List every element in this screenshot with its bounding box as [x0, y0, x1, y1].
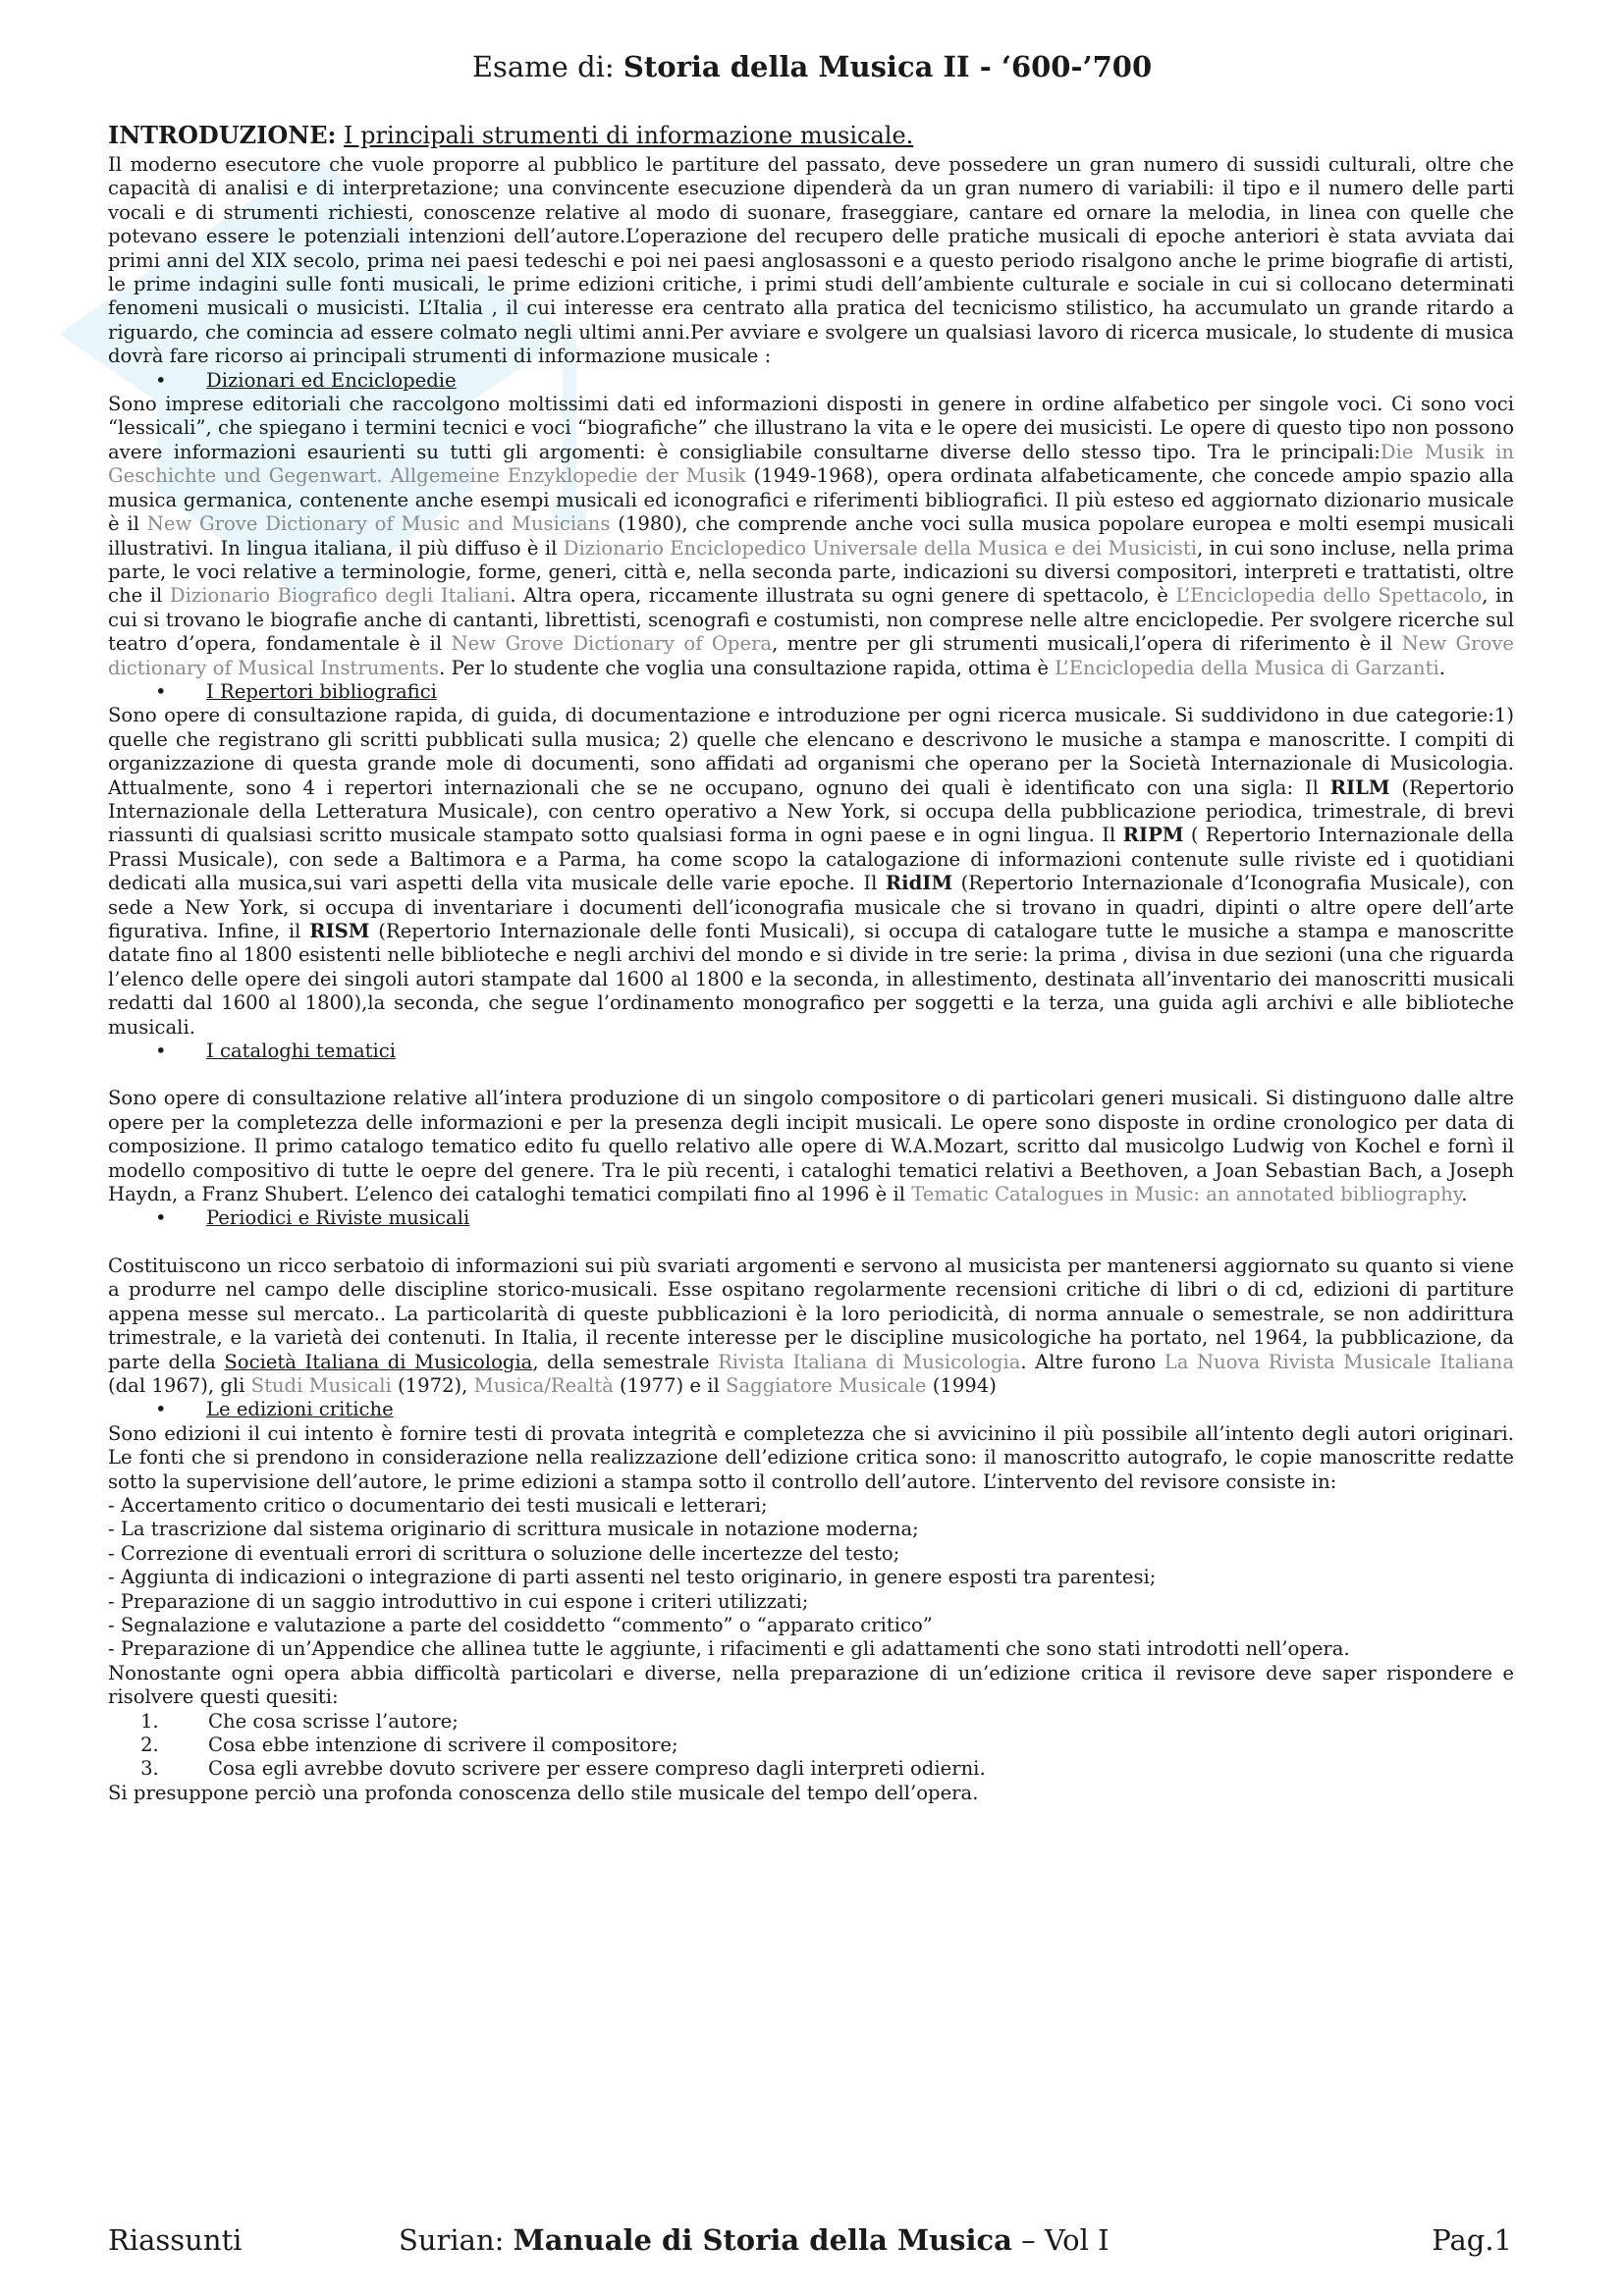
bullet-periodici: • Periodici e Riviste musicali: [155, 1206, 470, 1230]
bullet-dizionari: • Dizionari ed Enciclopedie: [155, 368, 457, 392]
intro-title: I principali strumenti di informazione musicale.: [344, 122, 914, 149]
question-item: 1. Che cosa scrisse l’autore;: [165, 1710, 1514, 1734]
periodici-paragraph: Costituiscono un ricco serbatoio di informazioni sui più svariati argomenti e servono al musicista per mantenersi aggiornato su quanto si viene a produrre nel campo delle discipline storico-musicali. Esse ospitano regolarmente recensioni critiche di libri o di cd, edizioni di partiture appena messe sul mercato.. La particolarità di queste pubblicazioni è la loro periodicità, di norma annuale o semestrale, se non addirittura trimestrale, e la varietà dei contenuti. In Italia, il recente interesse per le discipline musicologiche ha portato, nel 1964, la pubblicazione, da parte della Società Italiana di Musicologia, della semestrale Rivista Italiana di Musicologia. Altre furono La Nuova Rivista Musicale Italiana (dal 1967), gli Studi Musicali (1972), Musica/Realtà (1977) e il Saggiatore Musicale (1994): [108, 1254, 1515, 1397]
ref-title: Die Musik in Geschichte und Gegenwart. Allgemeine Enzyklopedie der Musik: [108, 440, 1514, 488]
dash-item: - Aggiunta di indicazioni o integrazione di parti assenti nel testo originario, in genere esposti tra parentesi;: [108, 1566, 1157, 1589]
question-item: 2. Cosa ebbe intenzione di scrivere il compositore;: [165, 1734, 1514, 1757]
dash-item: - Accertamento critico o documentario dei testi musicali e letterari;: [108, 1493, 768, 1517]
questions-list: [108, 1710, 1514, 1782]
intro-label: INTRODUZIONE:: [108, 121, 337, 149]
dash-item: - Preparazione di un saggio introduttivo in cui espone i criteri utilizzati;: [108, 1589, 809, 1613]
acronym: RILM: [1329, 775, 1390, 799]
underlined-name: Società Italiana di Musicologia: [224, 1350, 533, 1373]
dash-item: - La trascrizione dal sistema originario di scrittura musicale in notazione moderna;: [108, 1518, 919, 1541]
dizionari-paragraph: Sono imprese editoriali che raccolgono moltissimi dati ed informazioni disposti in genere in ordine alfabetico per singole voci. Ci sono voci “lessicali”, che spiegano i termini tecnici e voci “biografiche” che illustrano la vita e le opere dei musicisti. Le opere di questo tipo non possono avere informazioni esaurienti su tutti gli argomenti: è consigliabile consultarne diverse dello stesso tipo. Tra le principali:Die Musik in Geschichte und Gegenwart. Allgemeine Enzyklopedie der Musik (1949-1968), opera ordinata alfabeticamente, che concede ampio spazio alla musica germanica, contenente anche esempi musicali ed iconografici e riferimenti bibliografici. Il più esteso ed aggiornato dizionario musicale è il New Grove Dictionary of Music and Musicians (1980), che comprende anche voci sulla musica popolare europea e molti esempi musicali illustrativi. In lingua italiana, il più diffuso è il Dizionario Enciclopedico Universale della Musica e dei Musicisti, in cui sono incluse, nella prima parte, le voci relative a terminologie, forme, generi, città e, nella seconda parte, indicazioni su diversi compositori, interpreti e trattatisti, oltre che il Dizionario Biografico degli Italiani. Altra opera, riccamente illustrata su ogni genere di spettacolo, è L’Enciclopedia dello Spettacolo, in cui si trovano le biografie anche di cantanti, librettisti, scenografi e costumisti, non comprese nelle altre enciclopedie. Per svolgere ricerche sul teatro d’opera, fondamentale è il New Grove Dictionary of Opera, mentre per gli strumenti musicali,l’opera di riferimento è il New Grove dictionary of Musical Instruments. Per lo studente che voglia una consultazione rapida, ottima è L’Enciclopedia della Musica di Garzanti.: [108, 393, 1515, 679]
header-title: Storia della Musica II - ‘600-’700: [623, 50, 1153, 83]
page-footer: [108, 2220, 1512, 2264]
footer-source: Surian: Manuale di Storia della Musica – Vol I: [399, 2223, 1110, 2257]
dash-item: - Segnalazione e valutazione a parte del cosiddetto “commento” o “apparato critico”: [108, 1613, 933, 1636]
bullet-cataloghi: • I cataloghi tematici: [155, 1040, 397, 1063]
ref-title: Tematic Catalogues in Music: an annotated bibliography: [911, 1183, 1462, 1206]
cataloghi-paragraph: Sono opere di consultazione relative all’intera produzione di un singolo compositore o di particolari generi musicali. Si distinguono dalle altre opere per la completezza delle informazioni e per la presenza degli incipit musicali. Le opere sono disposte in ordine cronologico per data di composizione. Il primo catalogo tematico edito fu quello relativo alle opere di W.A.Mozart, scritto dal musicolgo Ludwig von Kochel e fornì il modello compositivo di tutte le oepre del genere. Tra le più recenti, i cataloghi tematici relativi a Beethoven, a Joan Sebastian Bach, a Joseph Haydn, a Franz Shubert. L’elenco dei cataloghi tematici compilati fino al 1996 è il Tematic Catalogues in Music: an annotated bibliography.: [108, 1087, 1514, 1206]
ref-title: L’Enciclopedia della Musica di Garzanti: [1055, 656, 1439, 679]
edizioni-paragraph: Sono edizioni il cui intento è fornire testi di provata integrità e completezza che si avvicinino il più possibile all’intento degli autori originari. Le fonti che si prendono in considerazione nella realizzazione dell’edizione critica sono: il manoscritto autografo, le copie manoscritte redatte sotto la supervisione dell’autore, le prime edizioni a stampa sotto il controllo dell’autore. L’intervento del revisore consiste in:: [108, 1421, 1514, 1493]
ref-title: Rivista Italiana di Musicologia: [718, 1350, 1021, 1373]
question-item: 3. Cosa egli avrebbe dovuto scrivere per essere compreso dagli interpreti odierni.: [165, 1757, 1514, 1781]
ref-title: La Nuova Rivista Musicale Italiana: [1164, 1350, 1515, 1373]
acronym: RidIM: [885, 872, 953, 895]
repertori-paragraph: Sono opere di consultazione rapida, di guida, di documentazione e introduzione per ogni ricerca musicale. Si suddividono in due categorie:1) quelle che registrano gli scritti pubblicati sulla musica; 2) quelle che elencano e descrivono le musiche a stampa e manoscritte. I compiti di organizzazione di questa grande mole di documenti, sono affidati ad organismi che operano per la Società Internazionale di Musicologia. Attualmente, sono 4 i repertori internazionali che se ne occupano, ognuno dei quali è identificato con una sigla: Il RILM (Repertorio Internazionale della Letteratura Musicale), con centro operativo a New York, si occupa della pubblicazione periodica, trimestrale, di brevi riassunti di qualsiasi scritto musicale stampato sotto qualsiasi forma in ogni paese e in ogni lingua. Il RIPM ( Repertorio Internazionale della Prassi Musicale), con sede a Baltimora e a Parma, ha come scopo la catalogazione di informazioni contenute sulle riviste ed i quotidiani dedicati alla musica,sui vari aspetti della vita musicale delle varie epoche. Il RidIM (Repertorio Internazionale d’Iconografia Musicale), con sede a New York, si occupa di inventariare i documenti dell’iconografia musicale che si trovano in quadri, dipinti o altre opere dell’arte figurativa. Infine, il RISM (Repertorio Internazionale delle fonti Musicali), si occupa di catalogare tutte le musiche a stampa e manoscritte datate fino al 1800 esistenti nelle biblioteche e negli archivi del mondo e si divide in tre serie: la prima , divisa in due sezioni (una che riguarda l’elenco delle opere dei singoli autori stampate dal 1600 al 1800 e la seconda, in allestimento, destinata all’inventario dei manoscritti musicali redatti dal 1600 al 1800),la seconda, che segue l’ordinamento monografico per soggetti e la terza, una guida agli archivi e alle biblioteche musicali.: [108, 704, 1515, 1039]
ref-title: Musica/Realtà: [473, 1373, 614, 1397]
ref-title: New Grove Dictionary of Music and Musicians: [146, 512, 611, 536]
acronym: RIPM: [1122, 824, 1184, 847]
footer-left: Riassunti: [108, 2223, 243, 2257]
ref-title: New Grove Dictionary of Opera: [451, 632, 773, 656]
page-header: [0, 47, 1624, 86]
document-body: [108, 118, 1514, 1805]
ref-title: New Grove dictionary of Musical Instruments: [108, 632, 1514, 679]
dash-item: - Correzione di eventuali errori di scrittura o soluzione delle incertezze del testo;: [108, 1541, 900, 1565]
ref-title: L’Enciclopedia dello Spettacolo: [1175, 584, 1483, 608]
ref-title: Dizionario Enciclopedico Universale della Musica e dei Musicisti: [563, 536, 1197, 560]
acronym: RISM: [309, 920, 370, 942]
intro-heading: [108, 118, 1514, 153]
ref-title: Dizionario Biografico degli Italiani: [169, 584, 511, 608]
bullet-edizioni: • Le edizioni critiche: [155, 1398, 394, 1421]
dash-item: - Preparazione di un’Appendice che allinea tutte le aggiunte, i rifacimenti e gli adattamenti che sono stati introdotti nell’opera.: [108, 1637, 1350, 1661]
edizioni-questions-intro: Nonostante ogni opera abbia difficoltà particolari e diverse, nella preparazione di un’edizione critica il revisore deve saper rispondere e risolvere questi quesiti:: [108, 1661, 1514, 1709]
header-prefix: Esame di:: [471, 50, 623, 83]
page-number: Pag.1: [1432, 2223, 1512, 2257]
intro-paragraph: Il moderno esecutore che vuole proporre al pubblico le partiture del passato, deve possedere un gran numero di sussidi culturali, oltre che capacità di analisi e di interpretazione; una convincente esecuzione dipenderà da un gran numero di variabili: il tipo e il numero delle parti vocali e di strumenti richiesti, conoscenze relative al modo di suonare, fraseggiare, cantare ed ornare la melodia, in linea con quelle che potevano essere le potenziali intenzioni dell’autore.L’operazione del recupero delle pratiche musicali di epoche anteriori è stata avviata dai primi anni del XIX secolo, prima nei paesi tedeschi e poi nei paesi anglosassoni e a questo periodo risalgono anche le prime biografie di artisti, le prime indagini sulle fonti musicali, le prime edizioni critiche, i primi studi dell’ambiente culturale e sociale in cui si collocano determinati fenomeni musicali o musicisti. L’Italia , il cui interesse era centrato alla pratica del tecnicismo stilistico, ha accumulato un grande ritardo a riguardo, che comincia ad essere colmato negli ultimi anni.Per avviare e svolgere un qualsiasi lavoro di ricerca musicale, lo studente di musica dovrà fare ricorso ai principali strumenti di informazione musicale :: [108, 153, 1514, 368]
ref-title: Studi Musicali: [250, 1373, 392, 1397]
bullet-repertori: • I Repertori bibliografici: [155, 679, 437, 703]
ref-title: Saggiatore Musicale: [725, 1373, 927, 1397]
closing-paragraph: Si presuppone perciò una profonda conoscenza dello stile musicale del tempo dell’opera.: [108, 1781, 979, 1804]
